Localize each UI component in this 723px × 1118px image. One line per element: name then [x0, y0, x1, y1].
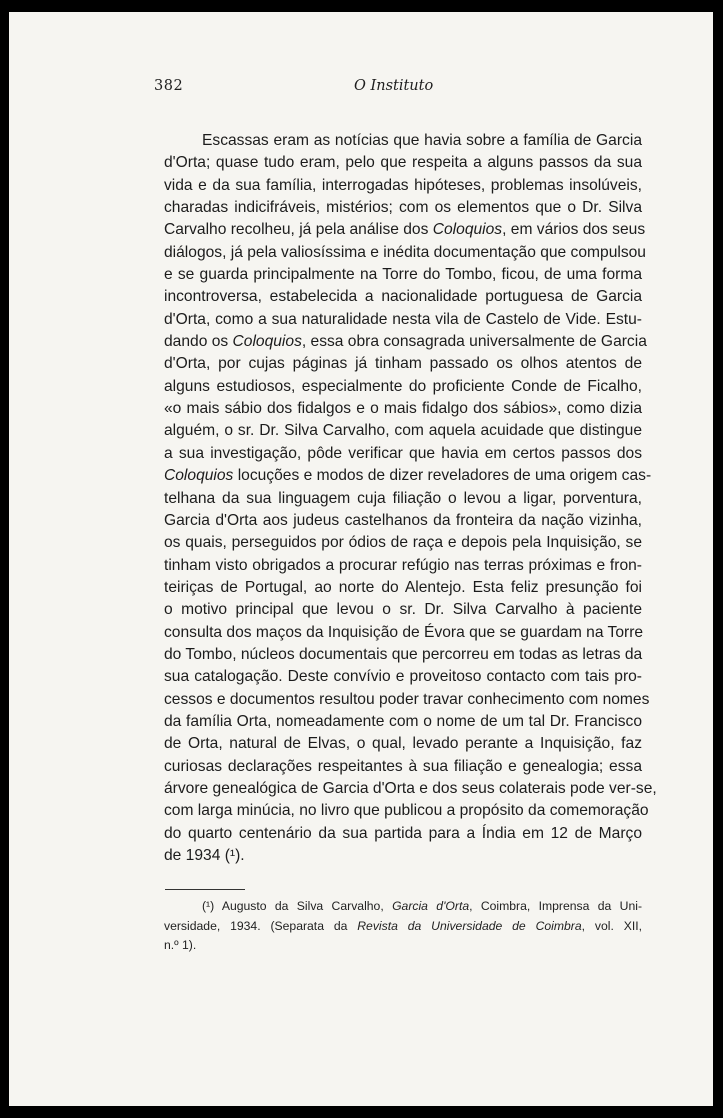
text-line: charadas indicifráveis, mistérios; com os elementos que o Dr. Silva [164, 199, 642, 217]
text-line: e se guarda principalmente na Torre do Tombo, ficou, de uma forma [164, 266, 642, 284]
footnote [164, 897, 642, 956]
text-line: d'Orta, por cujas páginas já tinham passado os olhos atentos de [164, 355, 642, 373]
text-line: teiriças de Portugal, ao norte do Alentejo. Esta feliz presunção foi [164, 578, 642, 596]
text-line: d'Orta, como a sua naturalidade nesta vila de Castelo de Vide. Estu- [164, 310, 642, 328]
text-line: curiosas declarações respeitantes à sua filiação e genealogia; essa [164, 757, 642, 775]
text-line: incontroversa, estabelecida a nacionalidade portuguesa de Garcia [164, 288, 642, 306]
footnote-line: n.º 1). [164, 938, 197, 952]
text-line: Escassas eram as notícias que havia sobre a família de Garcia [202, 132, 642, 149]
text-line: Garcia d'Orta aos judeus castelhanos da fronteira da nação vizinha, [164, 511, 642, 529]
running-head [9, 78, 713, 102]
text-line: árvore genealógica de Garcia d'Orta e dos seus colaterais pode ver-se, [164, 779, 657, 797]
text-line: tinham visto obrigados a procurar refúgio nas terras próximas e fron- [164, 556, 642, 574]
text-line: os quais, perseguidos por ódios de raça e depois pela Inquisição, se [164, 534, 642, 552]
text-line: sua catalogação. Deste convívio e proveitoso contacto com tais pro- [164, 668, 642, 686]
page-number: 382 [154, 78, 184, 94]
text-line: de Orta, natural de Elvas, o qual, levado perante a Inquisição, faz [164, 735, 642, 753]
text-line: da família Orta, nomeadamente com o nome de um tal Dr. Francisco [164, 712, 642, 730]
text-line: vida e da sua família, interrogadas hipóteses, problemas insolúveis, [164, 176, 642, 194]
footnote-rule [165, 889, 245, 890]
text-line: diálogos, já pela valiosíssima e inédita documentação que compulsou [164, 243, 646, 261]
text-line: alguém, o sr. Dr. Silva Carvalho, com aquela acuidade que distingue [164, 422, 642, 440]
text-line: cessos e documentos resultou poder travar conhecimento com nomes [164, 690, 650, 708]
book-page [9, 12, 713, 1106]
text-line: a sua investigação, pôde verificar que havia em certos passos dos [164, 444, 642, 462]
text-line: do Tombo, núcleos documentais que percorreu em todas as letras da [164, 645, 643, 663]
footnote-line: (¹) Augusto da Silva Carvalho, Garcia d'Orta, Coimbra, Imprensa da Uni- [202, 899, 642, 913]
text-line: alguns estudiosos, especialmente do proficiente Conde de Ficalho, [164, 377, 642, 395]
footnote-line: versidade, 1934. (Separata da Revista da Universidade de Coimbra, vol. XII, [164, 918, 642, 933]
text-line: d'Orta; quase tudo eram, pelo que respeita a alguns passos da sua [164, 154, 642, 172]
text-line: telhana da sua linguagem cuja filiação o levou a ligar, porventura, [164, 489, 642, 507]
text-line: dando os Coloquios, essa obra consagrada universalmente de Garcia [164, 333, 647, 351]
journal-title: O Instituto [354, 78, 434, 94]
text-line: «o mais sábio dos fidalgos e o mais fidalgo dos sábios», como dizia [164, 400, 642, 418]
text-line: Carvalho recolheu, já pela análise dos Coloquios, em vários dos seus [164, 221, 646, 239]
text-line: de 1934 (¹). [164, 847, 245, 864]
text-line: Coloquios locuções e modos de dizer reveladores de uma origem cas- [164, 467, 652, 485]
text-line: consulta dos maços da Inquisição de Évora que se guardam na Torre [164, 623, 644, 641]
text-line: o motivo principal que levou o sr. Dr. Silva Carvalho à paciente [164, 601, 642, 619]
text-line: com larga minúcia, no livro que publicou a propósito da comemoração [164, 802, 649, 820]
body-paragraph [164, 130, 657, 867]
text-line: do quarto centenário da sua partida para a Índia em 12 de Março [164, 824, 642, 842]
